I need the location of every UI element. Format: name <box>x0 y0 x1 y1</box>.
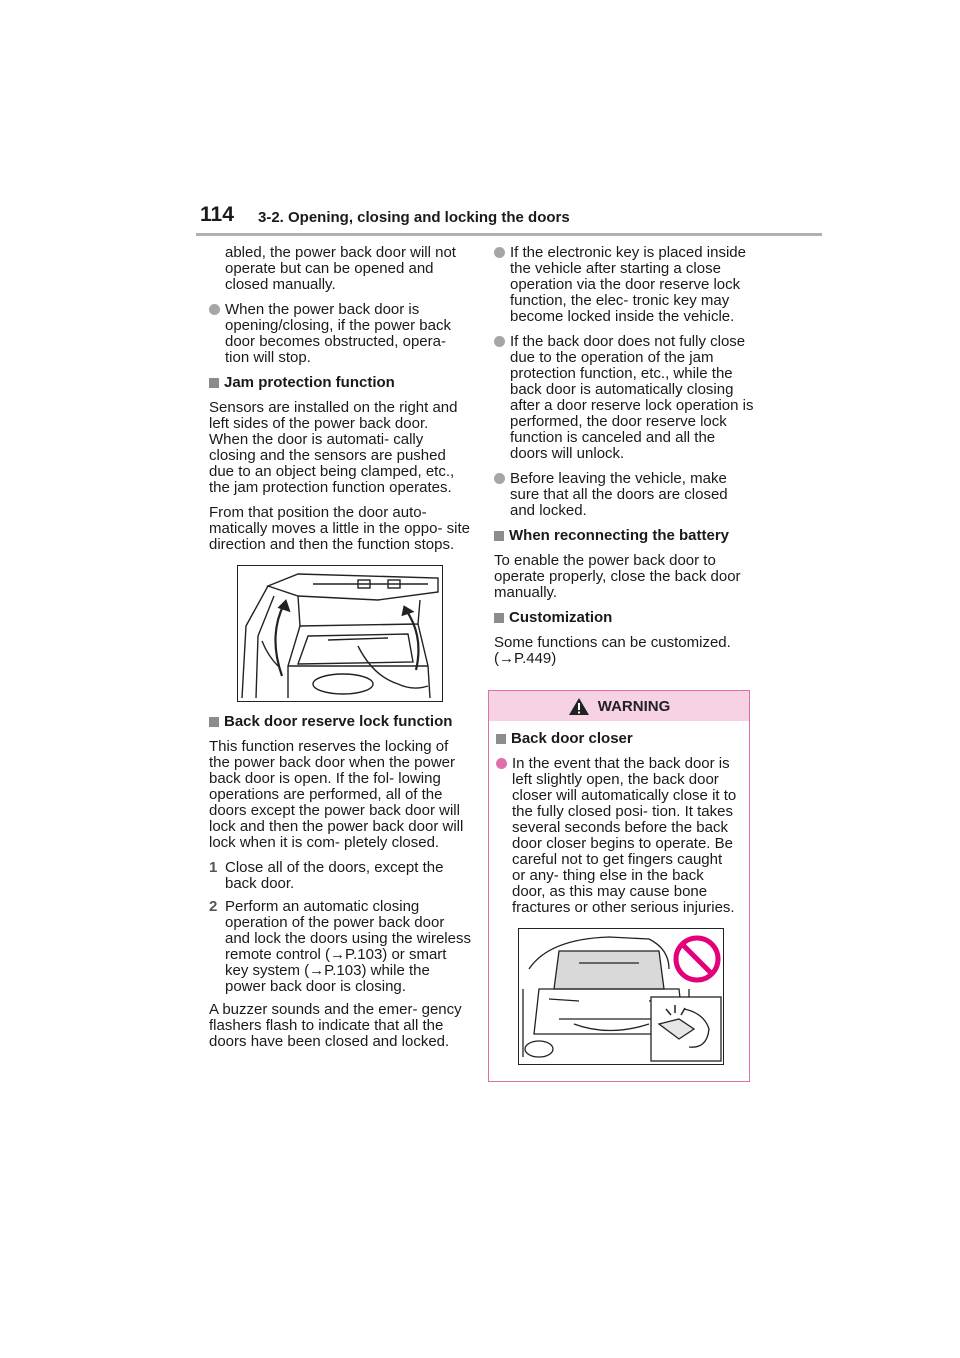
heading-text: Customization <box>509 609 613 626</box>
heading-text: When reconnecting the battery <box>509 527 730 544</box>
bullet-dot-icon <box>494 247 505 258</box>
finger-caught-illustration <box>518 928 724 1065</box>
bullet-text: When the power back door is opening/closing, if the power back door becomes obstructed, opera- tion will stop. <box>225 301 451 366</box>
heading-battery <box>494 528 756 544</box>
bullet-dot-icon <box>494 336 505 347</box>
warning-body <box>489 721 749 1065</box>
reserve-paragraph-1: This function reserves the locking of the power back door when the power back door is open. If the fol- lowing operations are performed, all of the doors except the power back door will lock and then the power back door will lock when it is com- pletely closed. <box>209 738 464 851</box>
step-number: 1 <box>209 859 218 876</box>
heading-text: Jam protection function <box>224 374 395 391</box>
bullet-dot-icon <box>494 473 505 484</box>
open-back-door-image <box>238 566 442 701</box>
bullet-text: If the electronic key is placed inside the vehicle after starting a close operation via the door reserve lock function, the elec- tronic key may become locked inside the vehicle. <box>510 244 746 325</box>
step-text: Perform an automatic closing operation of the power back door and lock the doors using the wireless remote control (→P.103) or smart key system (→P.103) while the power back door is closing. <box>225 898 471 995</box>
heading-customization <box>494 610 756 626</box>
bullet-dot-icon <box>209 304 220 315</box>
warning-box <box>488 690 750 1082</box>
warning-title: WARNING <box>597 697 671 715</box>
bullet-text: Before leaving the vehicle, make sure that all the doors are closed and locked. <box>510 470 728 519</box>
bullet-dot-icon <box>496 758 507 769</box>
square-marker-icon <box>494 613 504 623</box>
section-title: 3-2. Opening, closing and locking the doors <box>258 209 570 226</box>
heading-text: Back door closer <box>511 730 633 747</box>
square-marker-icon <box>209 717 219 727</box>
bullet-item <box>494 245 756 325</box>
step-text: Close all of the doors, except the back door. <box>225 859 444 892</box>
bullet-item <box>494 334 756 462</box>
step-2 <box>209 899 471 995</box>
bullet-item <box>496 756 739 916</box>
jam-paragraph-2: From that position the door auto- matically moves a little in the oppo- site direction and then the function stops. <box>209 504 470 553</box>
square-marker-icon <box>496 734 506 744</box>
right-column <box>494 245 756 676</box>
back-door-illustration <box>237 565 443 702</box>
heading-reserve-lock <box>209 714 471 730</box>
heading-text: Back door reserve lock function <box>224 713 453 730</box>
bullet-item <box>209 302 471 366</box>
reserve-paragraph-2: A buzzer sounds and the emer- gency flashers flash to indicate that all the doors have been closed and locked. <box>209 1001 462 1050</box>
heading-jam-protection <box>209 375 471 391</box>
header-rule <box>196 233 822 236</box>
bullet-item <box>494 471 756 519</box>
heading-back-door-closer <box>496 731 739 747</box>
square-marker-icon <box>209 378 219 388</box>
bullet-text: In the event that the back door is left slightly open, the back door closer will automatically close it to the fully closed posi- tion. It takes several seconds before the back door closer begins to operate. Be careful not to get fingers caught or any- thing else in the back door, as this may cause bone fractures or other serious injuries. <box>512 755 737 916</box>
jam-paragraph-1: Sensors are installed on the right and left sides of the power back door. When the door is automati- cally closing and the sensors are pushed due to an object being clamped, etc., the jam protection function operates. <box>209 399 458 496</box>
step-number: 2 <box>209 898 218 915</box>
bullet-text: If the back door does not fully close due to the operation of the jam protection function, etc., while the back door is automatically closing after a door reserve lock operation is performed, the door reserve lock function is canceled and all the doors will unlock. <box>510 333 754 462</box>
prohibited-finger-image <box>519 929 723 1064</box>
battery-paragraph: To enable the power back door to operate properly, close the back door manually. <box>494 552 741 601</box>
step-1 <box>209 860 471 892</box>
continued-text: abled, the power back door will not operate but can be opened and closed manually. <box>225 244 456 293</box>
customization-paragraph: Some functions can be customized. (→P.449) <box>494 634 731 667</box>
square-marker-icon <box>494 531 504 541</box>
warning-triangle-icon <box>568 697 590 716</box>
left-column <box>209 245 471 1059</box>
warning-header <box>489 691 749 721</box>
page-number: 114 <box>200 203 234 226</box>
